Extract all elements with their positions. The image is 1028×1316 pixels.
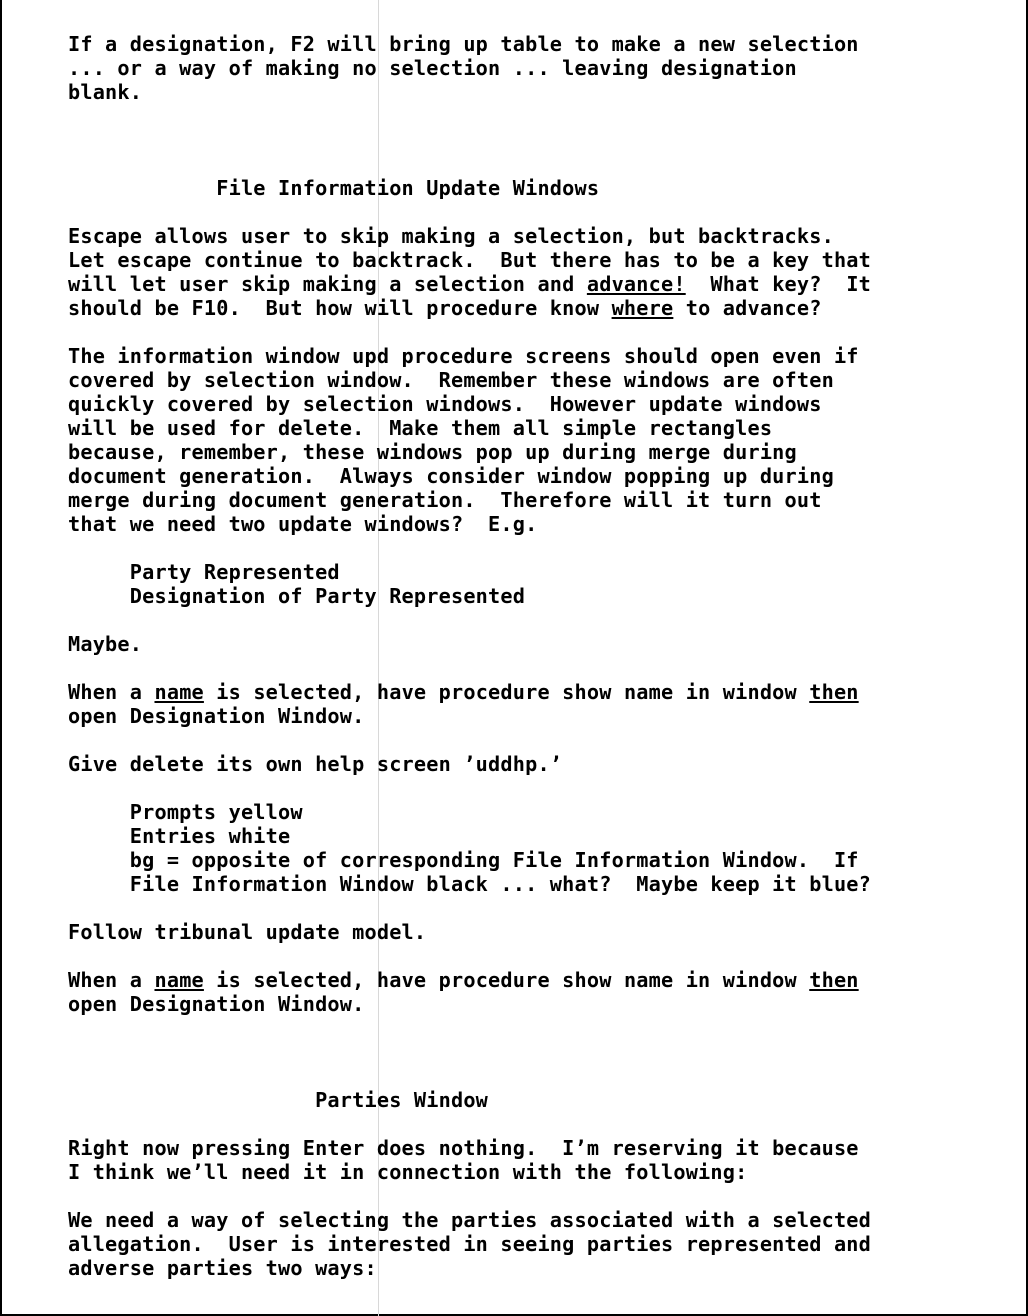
body-line: If a designation, F2 will bring up table to make a new selection <box>68 32 859 56</box>
body-line: The information window upd procedure screens should open even if <box>68 344 859 368</box>
body-line: Maybe. <box>68 632 143 656</box>
example-line: Designation of Party Represented <box>68 584 526 608</box>
document-body <box>68 32 1018 1280</box>
body-line: blank. <box>68 80 143 104</box>
text-segment: will let user skip making a selection and <box>68 272 587 296</box>
body-line: covered by selection window. Remember these windows are often <box>68 368 834 392</box>
color-spec-line: File Information Window black ... what? Maybe keep it blue? <box>68 872 872 896</box>
body-line: I think we’ll need it in connection with the following: <box>68 1160 748 1184</box>
body-line: allegation. User is interested in seeing parties represented and <box>68 1232 872 1256</box>
body-line: open Designation Window. <box>68 704 365 728</box>
underlined-word-advance: advance! <box>586 272 686 296</box>
body-line: because, remember, these windows pop up during merge during <box>68 440 797 464</box>
text-segment: to advance? <box>673 296 822 320</box>
body-line: Give delete its own help screen ’uddhp.’ <box>68 752 563 776</box>
underlined-word-then: then <box>809 680 859 704</box>
body-line: Escape allows user to skip making a selection, but backtracks. <box>68 224 834 248</box>
body-line: adverse parties two ways: <box>68 1256 377 1280</box>
color-spec-line: Entries white <box>68 824 291 848</box>
body-line <box>68 680 1018 704</box>
underlined-word-name: name <box>154 680 204 704</box>
body-line: will be used for delete. Make them all simple rectangles <box>68 416 773 440</box>
body-line: We need a way of selecting the parties associated with a selected <box>68 1208 872 1232</box>
underlined-word-name: name <box>154 968 204 992</box>
body-line: merge during document generation. Therefore will it turn out <box>68 488 822 512</box>
text-segment: When a <box>68 968 155 992</box>
body-line <box>68 968 1018 992</box>
section-heading-file-information-update-windows: File Information Update Windows <box>68 176 600 200</box>
body-line: open Designation Window. <box>68 992 365 1016</box>
color-spec-line: bg = opposite of corresponding File Information Window. If <box>68 848 859 872</box>
text-segment: is selected, have procedure show name in window <box>203 968 810 992</box>
text-segment: is selected, have procedure show name in window <box>203 680 810 704</box>
example-line: Party Represented <box>68 560 340 584</box>
body-line <box>68 272 1018 296</box>
text-segment: When a <box>68 680 155 704</box>
body-line: quickly covered by selection windows. However update windows <box>68 392 822 416</box>
text-segment: should be F10. But how will procedure know <box>68 296 612 320</box>
body-line: ... or a way of making no selection ... leaving designation <box>68 56 797 80</box>
section-heading-parties-window: Parties Window <box>68 1088 489 1112</box>
body-line: Follow tribunal update model. <box>68 920 427 944</box>
text-segment: What key? It <box>685 272 872 296</box>
body-line: Right now pressing Enter does nothing. I’m reserving it because <box>68 1136 859 1160</box>
body-line: that we need two update windows? E.g. <box>68 512 538 536</box>
body-line: document generation. Always consider window popping up during <box>68 464 834 488</box>
underlined-word-then: then <box>809 968 859 992</box>
body-line <box>68 296 1018 320</box>
color-spec-line: Prompts yellow <box>68 800 303 824</box>
underlined-word-where: where <box>611 296 674 320</box>
body-line: Let escape continue to backtrack. But there has to be a key that <box>68 248 872 272</box>
